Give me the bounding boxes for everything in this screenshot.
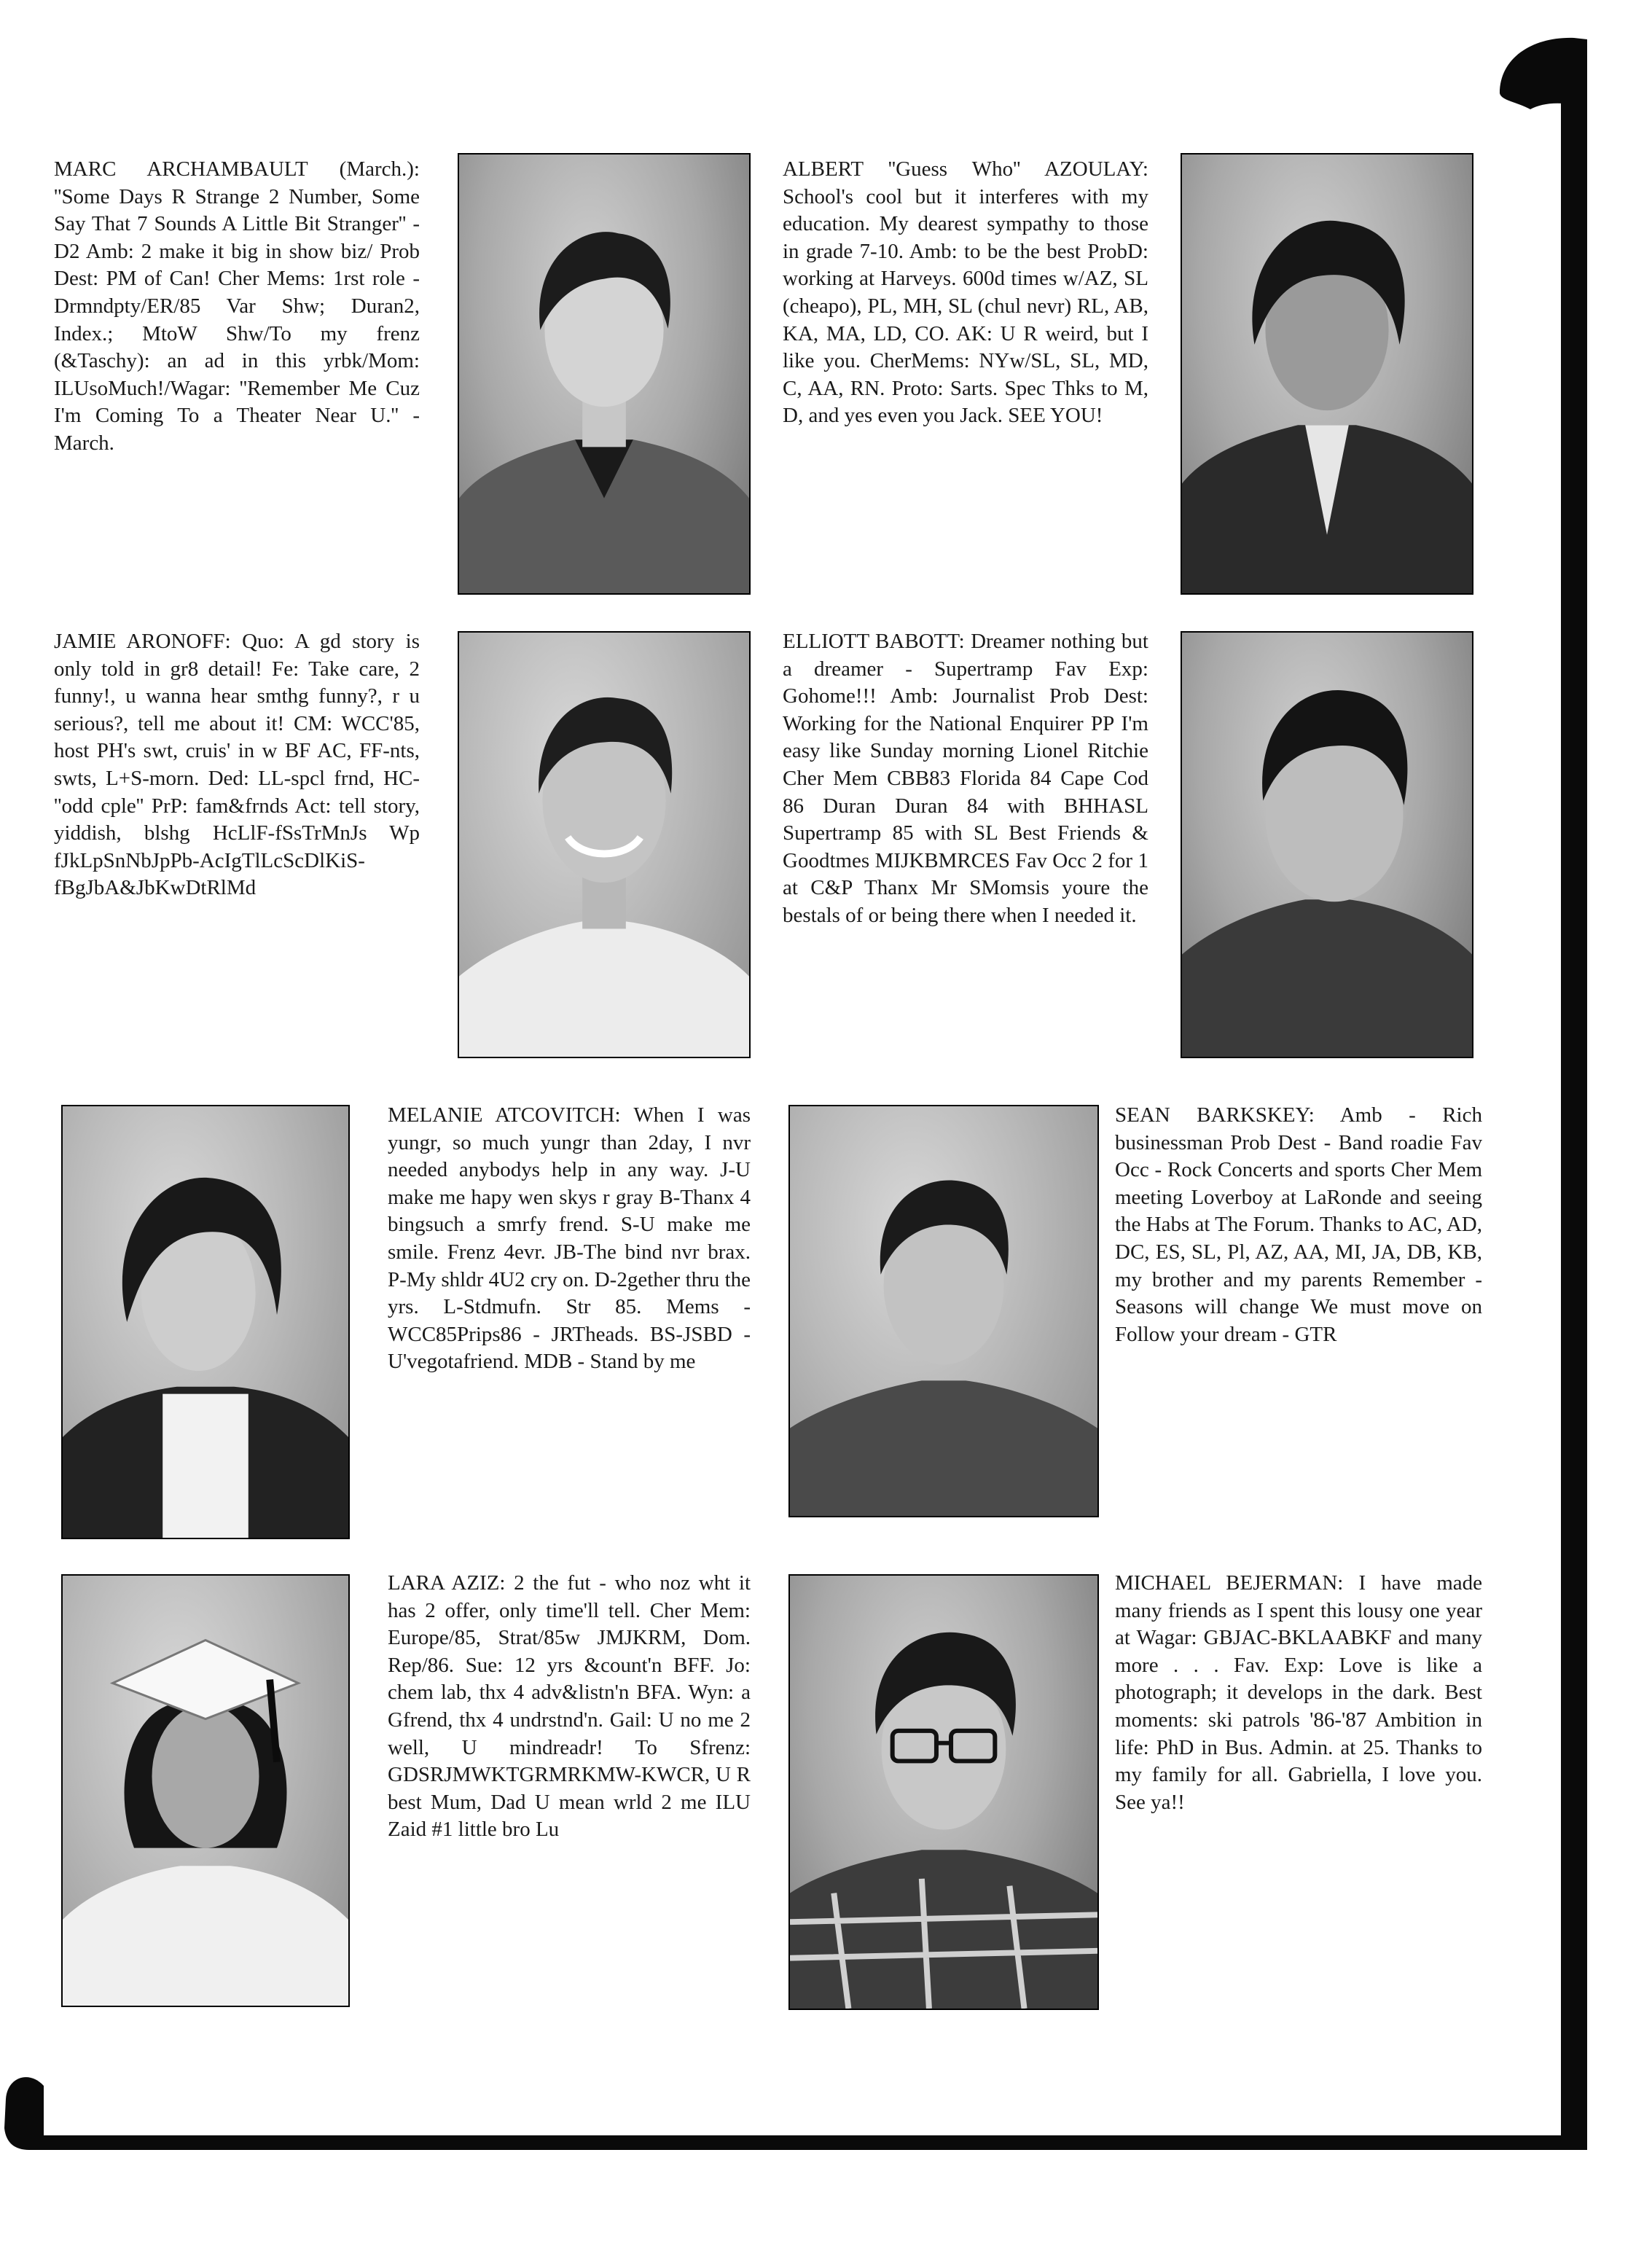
portrait-lara-aziz (61, 1574, 350, 2007)
portrait-sean-barkskey (788, 1105, 1099, 1517)
portrait-albert-azoulay (1181, 153, 1473, 595)
bio-marc-archambault: MARC ARCHAMBAULT (March.): ''Some Days R Strange 2 Number, Some Say That 7 Sounds A Little Bit Stranger'' - D2 Amb: 2 make it big in show biz/ Prob Dest: PM of Can! Cher Mems: 1rst role - Drmndpty/ER/85 Var Shw; Duran2, Index.; MtoW Shw/To my frenz (&Taschy): an ad in this yrbk/Mom: ILUsoMuch!/Wagar: ''Remember Me Cuz I'm Coming To a Theater Near U.'' - March. (54, 157, 420, 455)
bio-elliott-babott: ELLIOTT BABOTT: Dreamer nothing but a dreamer - Supertramp Fav Exp: Gohome!!! Amb: Journalist Prob Dest: Working for the National Enquirer PP I'm easy like Sunday morning Lionel Ritchie Cher Mem CBB83 Florida 84 Cape Cod 86 Duran Duran 84 with BHHASL Supertramp 85 with SL Best Friends & Goodtmes MIJKBMRCES Fav Occ 2 for 1 at C&P Thanx Mr SMomsis youre the bestals of or being there when I needed it. (783, 630, 1148, 927)
bio-melanie-atcovitch: MELANIE ATCOVITCH: When I was yungr, so much yungr than 2day, I nvr needed anybodys help in any way. J-U make me hapy wen skys r gray B-Thanx 4 bingsuch a smrfy frend. S-U make me smile. Frenz 4evr. JB-The bind nvr brax. P-My shldr 4U2 cry on. D-2gether thru the yrs. L-Stdmufn. Str 85. Mems - WCC85Prips86 - JRTheads. BS-JSBD - U'vegotafriend. MDB - Stand by me (388, 1103, 751, 1374)
bio-albert-azoulay: ALBERT ''Guess Who'' AZOULAY: School's cool but it interferes with my education. My dearest sympathy to those in grade 7-10. Amb: to be the best ProbD: working at Harveys. 600d times w/AZ, SL (cheapo), PL, MH, SL (chul nevr) RL, AB, KA, MA, LD, CO. AK: U R weird, but I like you. CherMems: NYw/SL, SL, MD, C, AA, RN. Proto: Sarts. Spec Thks to M, D, and yes even you Jack. SEE YOU! (783, 157, 1148, 428)
portrait-michael-bejerman (788, 1574, 1099, 2010)
portrait-melanie-atcovitch (61, 1105, 350, 1539)
portrait-elliott-babott (1181, 631, 1473, 1058)
bio-jamie-aronoff: JAMIE ARONOFF: Quo: A gd story is only told in gr8 detail! Fe: Take care, 2 funny!, u wanna hear smthg funny?, r u serious?, tell me about it! CM: WCC'85, host PH's swt, cruis' in w BF AC, FF-nts, swts, L+S-morn. Ded: LL-spcl frnd, HC-''odd cple'' PrP: fam&frnds Act: tell story, yiddish, blshg HcLlF-fSsTrMnJs Wp fJkLpSnNbJpPb-AcIgTlLcScDlKiS-fBgJbA&JbKwDtRlMd (54, 630, 420, 900)
portrait-jamie-aronoff (458, 631, 751, 1058)
bio-lara-aziz: LARA AZIZ: 2 the fut - who noz wht it has 2 offer, only time'll tell. Cher Mem: Europe/85, Strat/85w JMJKRM, Dom. Rep/86. Sue: 12 yrs &count'n BFF. Jo: chem lab, thx 4 adv&listn'n BFA. Wyn: a Gfrend, thx 4 undrstnd'n. Gail: U no me 2 well, U mindreadr! To Sfrenz: GDSRJMWKTGRMRKMW-KWCR, U R best Mum, Dad U mean wrld 2 me ILU Zaid #1 little bro Lu (388, 1571, 751, 1842)
bio-michael-bejerman: MICHAEL BEJERMAN: I have made many friends as I spent this lousy one year at Wagar: GBJAC-BKLAABKF and many more . . . Fav. Exp: Love is like a photograph; it develops in the dark. Best moments: ski patrols '86-'87 Ambition in life: PhD in Bus. Admin. at 25. Thanks to my family for all. Gabriella, I love you. See ya!! (1115, 1571, 1482, 1814)
bio-sean-barkskey: SEAN BARKSKEY: Amb - Rich businessman Prob Dest - Band roadie Fav Occ - Rock Concerts and sports Cher Mem meeting Loverboy at LaRonde and seeing the Habs at The Forum. Thanks to AC, AD, DC, ES, SL, Pl, AZ, AA, MI, JA, DB, KB, my brother and my parents Remember - Seasons will change We must move on Follow your dream - GTR (1115, 1103, 1482, 1346)
portrait-marc-archambault (458, 153, 751, 595)
